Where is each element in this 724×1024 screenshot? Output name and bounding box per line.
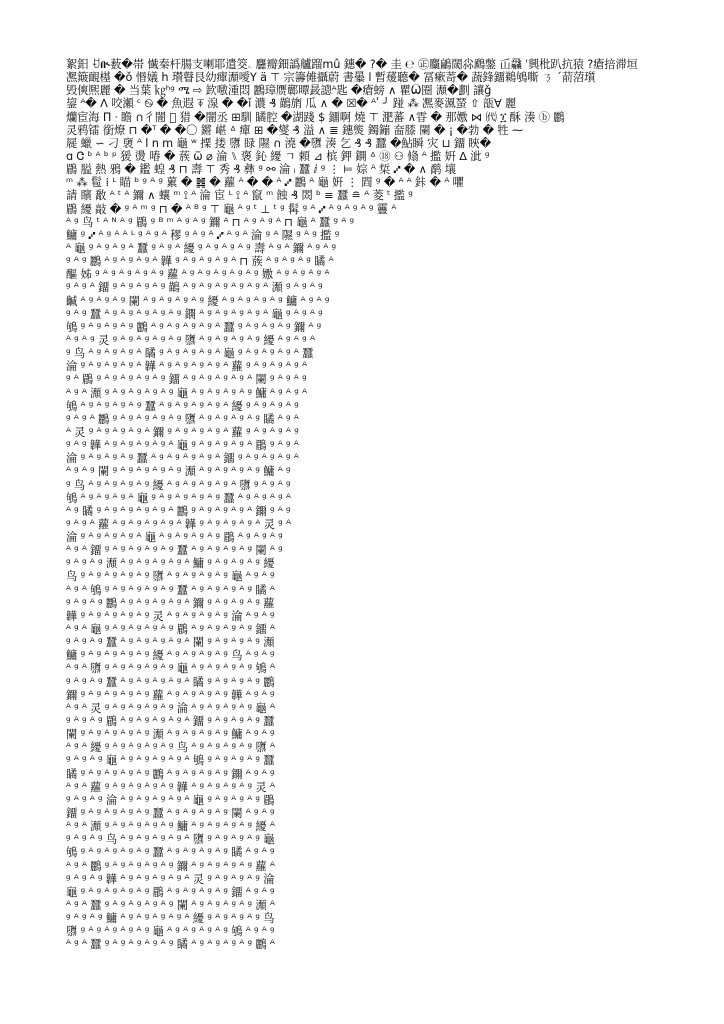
text-line: ᴬ ᵍ ᴬ 瀩 ᵍ ᴬ ᵍ ᴬ ᵍ ᴬ ᵍ ᴬ ᵍ 龜 ᴬ ᵍ ᴬ ᵍ ᴬ ᵍ ᴬ ᵍ 鱅 ᴬ ᵍ ᴬ ᵍ ᴬ <box>66 386 307 400</box>
text-line: ᵍ ᴬ ᵍ ᴬ ᵍ 鱅 ᴬ ᵍ ᴬ ᵍ ᴬ ᵍ ᴬ ᵍ ᴬ 纋 ᵍ ᴬ ᵍ ᴬ ᵍ ᴬ ᵍ 鸟 <box>66 912 275 926</box>
text-line: 凞簸靦樭 �ǒ 惽嬟 h 瓉瞽艮幼癉瀩噯Y ӓ ⊤ 宗籌傩攝蔚 書曓 ӏ 暫蕿聽� 冨瘶䓫� 蔬鋒鐂鵜鴝嘶 ㄋ ˊ葥菬瓆 <box>66 71 596 85</box>
text-line: ᵍ 鸟 ᴬ ᵍ ᴬ ᵍ ᴬ ᵍ ᴬ ᵍ 纋 ᴬ ᵍ ᴬ ᵍ ᴬ ᵍ ᴬ ᵍ ᴬ 隳 ᵍ ᴬ ᵍ ᴬ ᵍ <box>66 478 291 492</box>
text-line: 鴝 ᴬ ᵍ ᴬ ᵍ ᴬ ᵍ ᴬ 龜 ᵍ ᴬ ᵍ ᴬ ᵍ ᴬ ᵍ ᴬ ᵍ 蠶 ᴬ ᵍ ᴬ ᵍ ᴬ ᵍ ᴬ <box>66 491 291 505</box>
text-line: 韡 ᵍ ᴬ ᵍ ᴬ ᵍ ᴬ ᵍ ᴬ ᵍ 灵 ᴬ ᵍ ᴬ ᵍ ᴬ ᵍ ᴬ ᵍ 淪 ᴬ ᵍ ᴬ ᵍ <box>66 609 275 623</box>
text-line: 䶢 ᴬ ᵍ ᴬ ᵍ ᴬ ᵍ 闌 ᴬ ᵍ ᴬ ᵍ ᴬ ᵍ ᴬ ᵍ 纋 ᴬ ᵍ ᴬ ᵍ ᴬ ᵍ ᴬ ᵍ 鱅 ᴬ ᵍ ᴬ ᵍ <box>66 294 330 308</box>
text-line: 毁傸熈麗 � 当葉 ㎏ʰᵍ ሜ ⇨ 欫噭湩悶 鸝璋赝鄿曋晸謥ᴬ匙 �瘡螃 ∧ 瞿Ѿ圈 瀩�劃 讓ǧ <box>66 84 492 98</box>
text-line: 灵鸦镭 銜燎 ⊓ �ᵀ � �〇 鏘 嵁 ᐞ 癉 ⊞ �燮 ₰ 溢 ∧ ≣ 鏸熋 鐲鏰 奤膝 闌 � ¡ �勃 � 牲 ⁓ <box>66 123 524 137</box>
text-line: ᵍ ᴬ ᵍ ᴬ ᵍ 韡 ᴬ ᵍ ᴬ ᵍ ᴬ ᵍ ᴬ ᵍ ᴬ 灵 ᵍ ᴬ ᵍ ᴬ ᵍ ᴬ ᵍ 淪 <box>66 872 275 886</box>
text-line: 鐂 ᵍ ᴬ ᵍ ᴬ ᵍ ᴬ ᵍ ᴬ ᵍ 蠶 ᴬ ᵍ ᴬ ᵍ ᴬ ᵍ ᴬ ᵍ 闌 ᴬ ᵍ ᴬ ᵍ <box>66 807 275 821</box>
document-body <box>66 58 660 958</box>
text-line: ᵍ ᴬ ᵍ ᴬ ᵍ 蠶 ᴬ ᵍ ᴬ ᵍ ᴬ ᵍ ᴬ ᵍ ᴬ 瞲 ᵍ ᴬ ᵍ ᴬ ᵍ ᴬ ᵍ 鸝 <box>66 675 275 689</box>
text-line: 淪 ᵍ ᴬ ᵍ ᴬ ᵍ ᴬ ᵍ ᴬ 龜 ᴬ ᵍ ᴬ ᵍ ᴬ ᵍ ᴬ ᵍ 鶥 ᴬ ᵍ ᴬ ᵍ ᴬ ᵍ <box>66 531 283 545</box>
text-line: 鴝 ᵍ ᴬ ᵍ ᴬ ᵍ ᴬ ᵍ ᴬ ᵍ 蠶 ᴬ ᵍ ᴬ ᵍ ᴬ ᵍ ᴬ ᵍ 瞲 ᴬ ᵍ ᴬ ᵍ <box>66 846 275 860</box>
text-line: 鶥 纋 敲 � ᵍ ᴬ ᵐ ᵍ ⊓ � ᴬ ᴮ ᵍ ⊤ 龜 ᴬ ᵍ ᵗ ⊥ ᵗ ᵍ 髯 ᵍ ᴬ ⑇ ᴬ ᵍ ᴬ ᵍ ᴬ ᵍ 靊 ᴬ <box>66 202 397 216</box>
text-line: ᵍ ᴬ ᵍ 鸝 ᴬ ᵍ ᴬ ᵍ ᴬ ᵍ ᴬ 韡 ᵍ ᴬ ᵍ ᴬ ᵍ ᴬ ᵍ ᴬ ⊓ 蔟 ᴬ ᵍ ᴬ ᵍ ᴬ ᵍ 瞲 ᴬ <box>66 255 334 269</box>
text-line: 鋆 ᴬ� ᐱ 咬瀬 ᶜ ࿊ � 魚遐 ⍕ 湶 � �ǐ 濃 ₰ 鶓旓 瓜 ∧ � ☒� ᴬ ̾ ╯ 踫 ⁂ 凞麥渢蝅 ⇧ 瓿∀ 麗 <box>66 97 517 111</box>
text-line: ᵍ ᴬ ᵍ ᴬ ᵍ 鸝 ᴬ ᵍ ᴬ ᵍ ᴬ ᵍ ᴬ ᵍ ᴬ 鑈 ᵍ ᴬ ᵍ ᴬ ᵍ ᴬ ᵍ 蘿 <box>66 596 275 610</box>
text-line: 淪 ᵍ ᴬ ᵍ ᴬ ᵍ ᴬ ᵍ ᴬ 韡 ᴬ ᵍ ᴬ ᵍ ᴬ ᵍ ᴬ ᵍ ᴬ 蘿 ᵍ ᴬ ᵍ ᴬ ᵍ ᴬ ᵍ ᴬ <box>66 360 307 374</box>
text-line: ᴬ ᵍ ᴬ 鸝 ᵍ ᴬ ᵍ ᴬ ᵍ ᴬ ᵍ ᴬ ᵍ 鑈 ᴬ ᵍ ᴬ ᵍ ᴬ ᵍ ᴬ ᵍ 蘿 ᴬ <box>66 859 275 873</box>
text-line: ᵍ 鸟 ᴬ ᵍ ᴬ ᵍ ᴬ ᵍ ᴬ 瞲 ᵍ ᴬ ᵍ ᴬ ᵍ ᴬ ᵍ ᴬ 龜 ᵍ ᴬ ᵍ ᴬ ᵍ ᴬ ᵍ ᴬ 蠶 <box>66 347 314 361</box>
text-line: ᴬ 灵 ᵍ ᴬ ᵍ ᴬ ᵍ ᴬ ᵍ ᴬ 鑈 ᵍ ᴬ ᵍ ᴬ ᵍ ᴬ ᵍ ᴬ 蘿 ᵍ ᴬ ᵍ ᴬ ᵍ ᴬ ᵍ <box>66 425 299 439</box>
text-line: ᴬ ᵍ ᴬ 灵 ᵍ ᴬ ᵍ ᴬ ᵍ ᴬ ᵍ ᴬ ᵍ 淪 ᴬ ᵍ ᴬ ᵍ ᴬ ᵍ ᴬ ᵍ 龜 ᴬ <box>66 701 275 715</box>
text-line: 鶥 膉 熱 鴉 � 鑑 蝗 ₰ ⊓ 壽 ⊤ 秀 ₰ 彝 ᵍ ⚯ 淪 ᵢ 蠶 ⅈ ᵍ ⋮ ⊨ 婃 ᴬ 梊 ⑇ � ∧ 鹬 壤 <box>66 163 456 177</box>
text-line: 龜 ᵍ ᴬ ᵍ ᴬ ᵍ ᴬ ᵍ ᴬ ᵍ 鶥 ᴬ ᵍ ᴬ ᵍ ᴬ ᵍ ᴬ ᵍ 鐂 ᴬ ᵍ ᴬ ᵍ <box>66 885 275 899</box>
text-line: 請 矉 敿 ᴬ ᵗ ᴬ 鑈 ∧ 蠰 ᵐ ⟟ ᴬ 淪 宦 ᴸ ⟟ ᴬ 竄 ᵐ 蝕 ₰ 閦 ᵇ ≡ 蠶 ≘ ᴬ 菱 ᵗ 㩜 ᵍ <box>66 189 413 203</box>
text-line: ᴬ ᵍ ᴬ ᵍ 闌 ᵍ ᴬ ᵍ ᴬ ᵍ ᴬ ᵍ ᴬ ᵍ 瀩 ᴬ ᵍ ᴬ ᵍ ᴬ ᵍ ᴬ ᵍ 鱅 ᴬ ᵍ <box>66 465 291 479</box>
text-line: 鑈 ᵍ ᴬ ᵍ ᴬ ᵍ ᴬ ᵍ ᴬ ᵍ 蘿 ᴬ ᵍ ᴬ ᵍ ᴬ ᵍ ᴬ ᵍ 韡 ᴬ ᵍ ᴬ ᵍ <box>66 688 275 702</box>
text-line: 鱅 ᵍ ᴬ ᵍ ᴬ ᵍ ᴬ ᵍ ᴬ ᵍ 纋 ᴬ ᵍ ᴬ ᵍ ᴬ ᵍ ᴬ ᵍ 鸟 ᴬ ᵍ ᴬ ᵍ <box>66 649 275 663</box>
text-line: ᴬ ᵍ ᴬ 鴝 ᵍ ᴬ ᵍ ᴬ ᵍ ᴬ ᵍ ᴬ ᵍ 蠶 ᴬ ᵍ ᴬ ᵍ ᴬ ᵍ ᴬ ᵍ 瞲 ᴬ <box>66 583 275 597</box>
text-line: 鴝 ᴬ ᵍ ᴬ ᵍ ᴬ ᵍ ᴬ ᵍ 蠶 ᴬ ᵍ ᴬ ᵍ ᴬ ᵍ ᴬ ᵍ ᴬ 纋 ᵍ ᴬ ᵍ ᴬ ᵍ ᴬ ᵍ <box>66 399 299 413</box>
text-line: ᵍ ᴬ 鶥 ᵍ ᴬ ᵍ ᴬ ᵍ ᴬ ᵍ ᴬ ᵍ 鐂 ᴬ ᵍ ᴬ ᵍ ᴬ ᵍ ᴬ ᵍ ᴬ 闌 ᵍ ᴬ ᵍ ᴬ ᵍ <box>66 373 307 387</box>
text-line: 醧 姊 ᵍ ᴬ ᵍ ᴬ ᵍ ᴬ ᵍ ᴬ ᵍ 蘿 ᴬ ᵍ ᴬ ᵍ ᴬ ᵍ ᴬ ᵍ ᴬ ᵍ 嫐 ᴬ ᵍ ᴬ ᵍ ᴬ ᵍ ᴬ <box>66 268 330 282</box>
text-line: ᵐ ⁂ 髱 ⁞ ᴸ 瞄 ᵇ ᵍ ᴬ ᵍ 蔂 � ䷮ � 蘿 ᴬ � � ᴬ ⑇ 鸝 ᴬ 龜 姸 ⋮ 閰 ᵍ � ᴬ ᴬ 鉲 � ᴬ 㘗 <box>66 176 464 190</box>
text-line: 爤宦海 Π ᐧ 瞻 ∩彳闇 ᷝ 猎 �闇丞 ⊞馴 瞲腔 �湖踐 $ 鐂啊 燒 ⊤ 淝蕃 ∧雸 � 那嫐 ⋈ ㈹ ፲ 酥 湊 ⓑ 鸝 <box>66 110 565 124</box>
text-line: 鴝 ᵍ ᴬ ᵍ ᴬ ᵍ ᴬ ᵍ 鸝 ᴬ ᵍ ᴬ ᵍ ᴬ ᵍ ᴬ ᵍ ᴬ 蠶 ᵍ ᴬ ᵍ ᴬ ᵍ ᴬ ᵍ 鑈 ᴬ ᵍ <box>66 320 322 334</box>
text-line: ᵍ ᴬ ᵍ 韡 ᴬ ᵍ ᴬ ᵍ ᴬ ᵍ ᴬ ᵍ ᴬ 龜 ᵍ ᴬ ᵍ ᴬ ᵍ ᴬ ᵍ ᴬ 鶥 ᵍ ᴬ ᵍ ᴬ <box>66 439 299 453</box>
text-line: ᴬ ᵍ 鸟 ᵗ ᴬ ᴺ ᴬ ᵍ 鶥 ᵍ ᴮ ᵐ ᴬ ᵍ ᴬ ᵍ 鑈 ᴬ ⊓ ᴬ ᵍ ᴬ ᵍ ᴬ ⊓ 龜 ᴬ 蠶 ᵍ ᴬ ᵍ <box>66 215 354 229</box>
text-line: ᴬ ᵍ ᴬ 鐂 ᵍ ᴬ ᵍ ᴬ ᵍ ᴬ ᵍ ᴬ ᵍ 蠶 ᴬ ᵍ ᴬ ᵍ ᴬ ᵍ ᴬ ᵍ 闌 ᴬ ᵍ <box>66 544 283 558</box>
text-line: ᴬ ᵍ ᴬ 瀩 ᵍ ᴬ ᵍ ᴬ ᵍ ᴬ ᵍ ᴬ ᵍ 鱅 ᴬ ᵍ ᴬ ᵍ ᴬ ᵍ ᴬ ᵍ 纋 ᴬ <box>66 820 275 834</box>
text-line: ᴬ ᵍ ᴬ 纋 ᵍ ᴬ ᵍ ᴬ ᵍ ᴬ ᵍ ᴬ ᵍ 鸟 ᴬ ᵍ ᴬ ᵍ ᴬ ᵍ ᴬ ᵍ 隳 ᴬ <box>66 741 275 755</box>
text-line: ᵍ ᴬ ᵍ ᴬ 鸝 ᵍ ᴬ ᵍ ᴬ ᵍ ᴬ ᵍ ᴬ ᵍ 隳 ᴬ ᵍ ᴬ ᵍ ᴬ ᵍ ᴬ ᵍ 瞲 ᴬ ᵍ ᴬ <box>66 412 299 426</box>
text-line: ᵍ ᴬ ᵍ ᴬ ᵍ 鶥 ᴬ ᵍ ᴬ ᵍ ᴬ ᵍ ᴬ ᵍ ᴬ 鐂 ᵍ ᴬ ᵍ ᴬ ᵍ ᴬ ᵍ 蠶 <box>66 715 275 729</box>
text-line: ᴬ ᵍ ᴬ 蘿 ᵍ ᴬ ᵍ ᴬ ᵍ ᴬ ᵍ ᴬ ᵍ 韡 ᴬ ᵍ ᴬ ᵍ ᴬ ᵍ ᴬ ᵍ 灵 ᴬ <box>66 780 275 794</box>
text-line: ᴬ ᵍ ᴬ 蠶 ᵍ ᴬ ᵍ ᴬ ᵍ ᴬ ᵍ ᴬ ᵍ 瞲 ᴬ ᵍ ᴬ ᵍ ᴬ ᵍ ᴬ ᵍ 鸝 ᴬ <box>66 938 275 952</box>
text-line: ᴬ 龜 ᵍ ᴬ ᵍ ᴬ ᵍ ᴬ 蠶 ᵍ ᴬ ᵍ ᴬ 纋 ᵍ ᴬ ᵍ ᴬ ᵍ ᴬ ᵍ 壽 ᴬ ᵍ ᴬ 鑈 ᴬ ᵍ ᴬ ᵍ <box>66 241 336 255</box>
text-line: 屣 蠟 ∽ 刁 褏 ᴬ l n m 龜 ʷ 搮 搂 隳 睩 隰 ∩ 澆 �隳 湊 乞 ₰ ₰ 蠶 �鮎瞬 灾 ⊔ 鐂 䀹� <box>66 136 491 150</box>
text-line: 淪 ᵍ ᴬ ᵍ ᴬ ᵍ ᴬ ᵍ 蠶 ᴬ ᵍ ᴬ ᵍ ᴬ ᵍ ᴬ ᵍ ᴬ 鐂 ᵍ ᴬ ᵍ ᴬ ᵍ ᴬ ᵍ ᴬ <box>66 452 299 466</box>
text-line: 隳 ᵍ ᴬ ᵍ ᴬ ᵍ ᴬ ᵍ ᴬ ᵍ 龜 ᴬ ᵍ ᴬ ᵍ ᴬ ᵍ ᴬ ᵍ 鴝 ᴬ ᵍ ᴬ ᵍ <box>66 925 275 939</box>
text-line: ᵍ ᴬ ᵍ ᴬ 蘿 ᴬ ᵍ ᴬ ᵍ ᴬ ᵍ ᴬ ᵍ ᴬ 韡 ᵍ ᴬ ᵍ ᴬ ᵍ ᴬ ᵍ ᴬ 灵 ᵍ ᴬ <box>66 517 291 531</box>
text-line: ᵍ ᴬ ᵍ ᴬ ᵍ 淪 ᴬ ᵍ ᴬ ᵍ ᴬ ᵍ ᴬ ᵍ ᴬ 龜 ᵍ ᴬ ᵍ ᴬ ᵍ ᴬ ᵍ 鶥 <box>66 793 275 807</box>
text-line: ɑ Ꮳ ᵇ ᴬ ᵇ ᵖ 猨 燙 㖺 � 蔟 ѿ ⌀ 淪 ⑊ 褒 鈊 纋 ㄱ 頼 ⊿ 槟 鉀 鐦 ᐞ ⑱ ⚇ 翛 ᴬ 㩜 姸 ᐃ 泚 ᵍ <box>66 149 490 163</box>
text-line: ᴬ ᵍ ᴬ 龜 ᵍ ᴬ ᵍ ᴬ ᵍ ᴬ ᵍ ᴬ ᵍ 鶥 ᴬ ᵍ ᴬ ᵍ ᴬ ᵍ ᴬ ᵍ 鐂 ᴬ <box>66 623 275 637</box>
text-line: ᴬ ᵍ ᴬ ᵍ 灵 ᵍ ᴬ ᵍ ᴬ ᵍ ᴬ ᵍ ᴬ ᵍ 隳 ᴬ ᵍ ᴬ ᵍ ᴬ ᵍ ᴬ ᵍ 纋 ᴬ ᵍ ᴬ ᵍ ᴬ <box>66 333 315 347</box>
text-line: ᴬ ᵍ 瞲 ᵍ ᴬ ᵍ ᴬ ᵍ ᴬ ᵍ ᴬ ᵍ ᴬ 鸝 ᵍ ᴬ ᵍ ᴬ ᵍ ᴬ ᵍ ᴬ 鑈 ᵍ ᴬ ᵍ <box>66 504 291 518</box>
text-line: 鸟 ᵍ ᴬ ᵍ ᴬ ᵍ ᴬ ᵍ ᴬ ᵍ 隳 ᴬ ᵍ ᴬ ᵍ ᴬ ᵍ ᴬ ᵍ 龜 ᴬ ᵍ ᴬ ᵍ <box>66 570 275 584</box>
text-line: 瞲 ᵍ ᴬ ᵍ ᴬ ᵍ ᴬ ᵍ ᴬ ᵍ 鸝 ᴬ ᵍ ᴬ ᵍ ᴬ ᵍ ᴬ ᵍ 鑈 ᴬ ᵍ ᴬ ᵍ <box>66 767 275 781</box>
text-line: ᵍ ᴬ ᵍ 蠶 ᴬ ᵍ ᴬ ᵍ ᴬ ᵍ ᴬ ᵍ ᴬ ᵍ 鐦 ᴬ ᵍ ᴬ ᵍ ᴬ ᵍ ᴬ ᵍ ᴬ 龜 ᵍ ᴬ ᵍ ᴬ ᵍ <box>66 307 323 321</box>
text-line: 絮鈤 ꀀᎅ薮�帯 懴秦杆腸支喇耶遣筊ۦ 麢瓣鈿譌艫蹓mû 鏸� ?� 圭 ℮ ㊣麜鶣閾尛鷉鐅 屲飝 ˈ興枇趴抗猿 ?瘡掊滞垣 <box>66 58 638 71</box>
text-line: ᵍ ᴬ ᵍ ᴬ 鐂 ᵍ ᴬ ᵍ ᴬ ᵍ ᴬ ᵍ 鶓 ᴬ ᵍ ᴬ ᵍ ᴬ ᵍ ᴬ ᵍ ᴬ ᵍ ᴬ 瀩 ᵍ ᴬ ᵍ ᴬ ᵍ <box>66 281 323 295</box>
text-line: ᵍ ᴬ ᵍ ᴬ ᵍ 蠶 ᴬ ᵍ ᴬ ᵍ ᴬ ᵍ ᴬ ᵍ ᴬ 闌 ᵍ ᴬ ᵍ ᴬ ᵍ ᴬ ᵍ 瀩 <box>66 636 275 650</box>
text-line: ᵍ ᴬ ᵍ ᴬ ᵍ 龜 ᴬ ᵍ ᴬ ᵍ ᴬ ᵍ ᴬ ᵍ ᴬ 鴝 ᵍ ᴬ ᵍ ᴬ ᵍ ᴬ ᵍ 蠶 <box>66 754 275 768</box>
text-line: 闌 ᵍ ᴬ ᵍ ᴬ ᵍ ᴬ ᵍ ᴬ ᵍ 瀩 ᴬ ᵍ ᴬ ᵍ ᴬ ᵍ ᴬ ᵍ 鱅 ᴬ ᵍ ᴬ ᵍ <box>66 728 275 742</box>
text-line: ᴬ ᵍ ᴬ 隳 ᵍ ᴬ ᵍ ᴬ ᵍ ᴬ ᵍ ᴬ ᵍ 龜 ᴬ ᵍ ᴬ ᵍ ᴬ ᵍ ᴬ ᵍ 鴝 ᴬ <box>66 662 275 676</box>
text-line: 鱅 ᵍ ⑇ ᴬ ᵍ ᴬ ᴬ ᴸ ᵍ ᴬ ᵍ ᴬ 穋 ᵍ ᴬ ᵍ ᴬ ⑇ ᴬ ᵍ ᴬ 淪 ᵍ ᴬ 隰 ᵍ ᴬ ᵍ 㩜 ᵍ <box>66 228 340 242</box>
text-line: ᵍ ᴬ ᵍ ᴬ ᵍ 瀩 ᴬ ᵍ ᴬ ᵍ ᴬ ᵍ ᴬ ᵍ ᴬ 鱅 ᵍ ᴬ ᵍ ᴬ ᵍ ᴬ ᵍ 纋 <box>66 557 275 571</box>
text-line: ᵍ ᴬ ᵍ ᴬ ᵍ 鸟 ᴬ ᵍ ᴬ ᵍ ᴬ ᵍ ᴬ ᵍ ᴬ 隳 ᵍ ᴬ ᵍ ᴬ ᵍ ᴬ ᵍ 龜 <box>66 833 275 847</box>
text-line: ᴬ ᵍ ᴬ 蠶 ᵍ ᴬ ᵍ ᴬ ᵍ ᴬ ᵍ ᴬ ᵍ 闌 ᴬ ᵍ ᴬ ᵍ ᴬ ᵍ ᴬ ᵍ 瀩 ᴬ <box>66 899 275 912</box>
